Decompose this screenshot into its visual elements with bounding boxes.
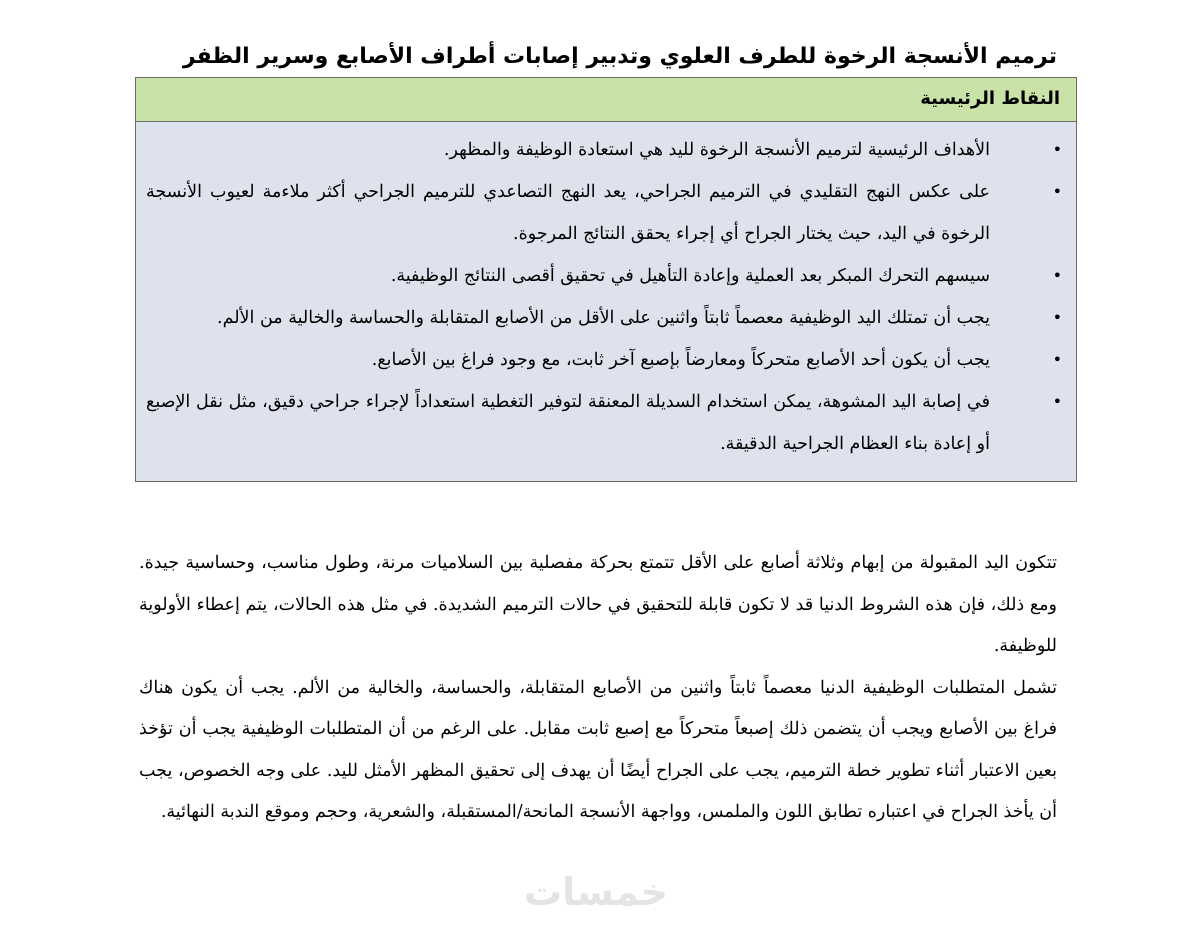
key-point-item <box>146 339 1062 381</box>
key-point-text: على عكس النهج التقليدي في الترميم الجراحي، يعد النهج التصاعدي للترميم الجراحي أكثر ملاءمة لعيوب الأنسجة الرخوة في اليد، حيث يختار الجراح أي إجراء يحقق النتائج المرجوة. <box>146 182 990 244</box>
key-point-item <box>146 297 1062 339</box>
bullet-icon: • <box>1052 308 1062 327</box>
key-point-item <box>146 381 1062 465</box>
bullet-icon: • <box>1052 266 1062 285</box>
key-point-item <box>146 171 1062 255</box>
key-points-box <box>135 77 1077 482</box>
key-point-item <box>146 129 1062 171</box>
key-point-text: الأهداف الرئيسية لترميم الأنسجة الرخوة لليد هي استعادة الوظيفة والمظهر. <box>443 140 990 160</box>
body-paragraph: تتكون اليد المقبولة من إبهام وثلاثة أصابع على الأقل تتمتع بحركة مفصلية بين السلاميات مرنة، وطول مناسب، وحساسية جيدة. ومع ذلك، فإن هذه الشروط الدنيا قد لا تكون قابلة للتحقيق في حالات الترميم الشديدة. في مثل هذه الحالات، يتم إعطاء الأولوية للوظيفة. <box>139 553 1057 656</box>
key-point-text: يجب أن يكون أحد الأصابع متحركاً ومعارضاً بإصبع آخر ثابت، مع وجود فراغ بين الأصابع. <box>371 350 990 370</box>
key-point-item <box>146 255 1062 297</box>
bullet-icon: • <box>1052 140 1062 159</box>
watermark-logo: خمسات <box>524 870 668 914</box>
bullet-icon: • <box>1052 350 1062 369</box>
key-point-text: سيسهم التحرك المبكر بعد العملية وإعادة التأهيل في تحقيق أقصى النتائج الوظيفية. <box>390 266 990 286</box>
key-point-text: في إصابة اليد المشوهة، يمكن استخدام السديلة المعنقة لتوفير التغطية استعداداً لإجراء جراحي دقيق، مثل نقل الإصبع أو إعادة بناء العظام الجراحية الدقيقة. <box>146 392 990 454</box>
bullet-icon: • <box>1052 392 1062 411</box>
key-points-list <box>136 122 1076 465</box>
body-paragraph: تشمل المتطلبات الوظيفية الدنيا معصماً ثابتاً واثنين من الأصابع المتقابلة، والحساسة، والخالية من الألم. يجب أن يكون هناك فراغ بين الأصابع ويجب أن يتضمن ذلك إصبعاً متحركاً مع إصبع ثابت مقابل. على الرغم من أن المتطلبات الوظيفية يجب أن تؤخذ بعين الاعتبار أثناء تطوير خطة الترميم، يجب على الجراح أيضًا أن يهدف إلى تحقيق المظهر الأمثل لليد. على وجه الخصوص، يجب أن يأخذ الجراح في اعتباره تطابق اللون والملمس، وواجهة الأنسجة المانحة/المستقبلة، والشعرية، وحجم وموقع الندبة النهائية. <box>139 677 1057 822</box>
key-point-text: يجب أن تمتلك اليد الوظيفية معصماً ثابتاً واثنين على الأقل من الأصابع المتقابلة والحساسة والخالية من الألم. <box>217 308 990 328</box>
bullet-icon: • <box>1052 182 1062 201</box>
body-text <box>139 543 1057 834</box>
page-title: ترميم الأنسجة الرخوة للطرف العلوي وتدبير إصابات أطراف الأصابع وسرير الظفر <box>182 43 1057 69</box>
key-points-header: النقاط الرئيسية <box>136 78 1076 122</box>
